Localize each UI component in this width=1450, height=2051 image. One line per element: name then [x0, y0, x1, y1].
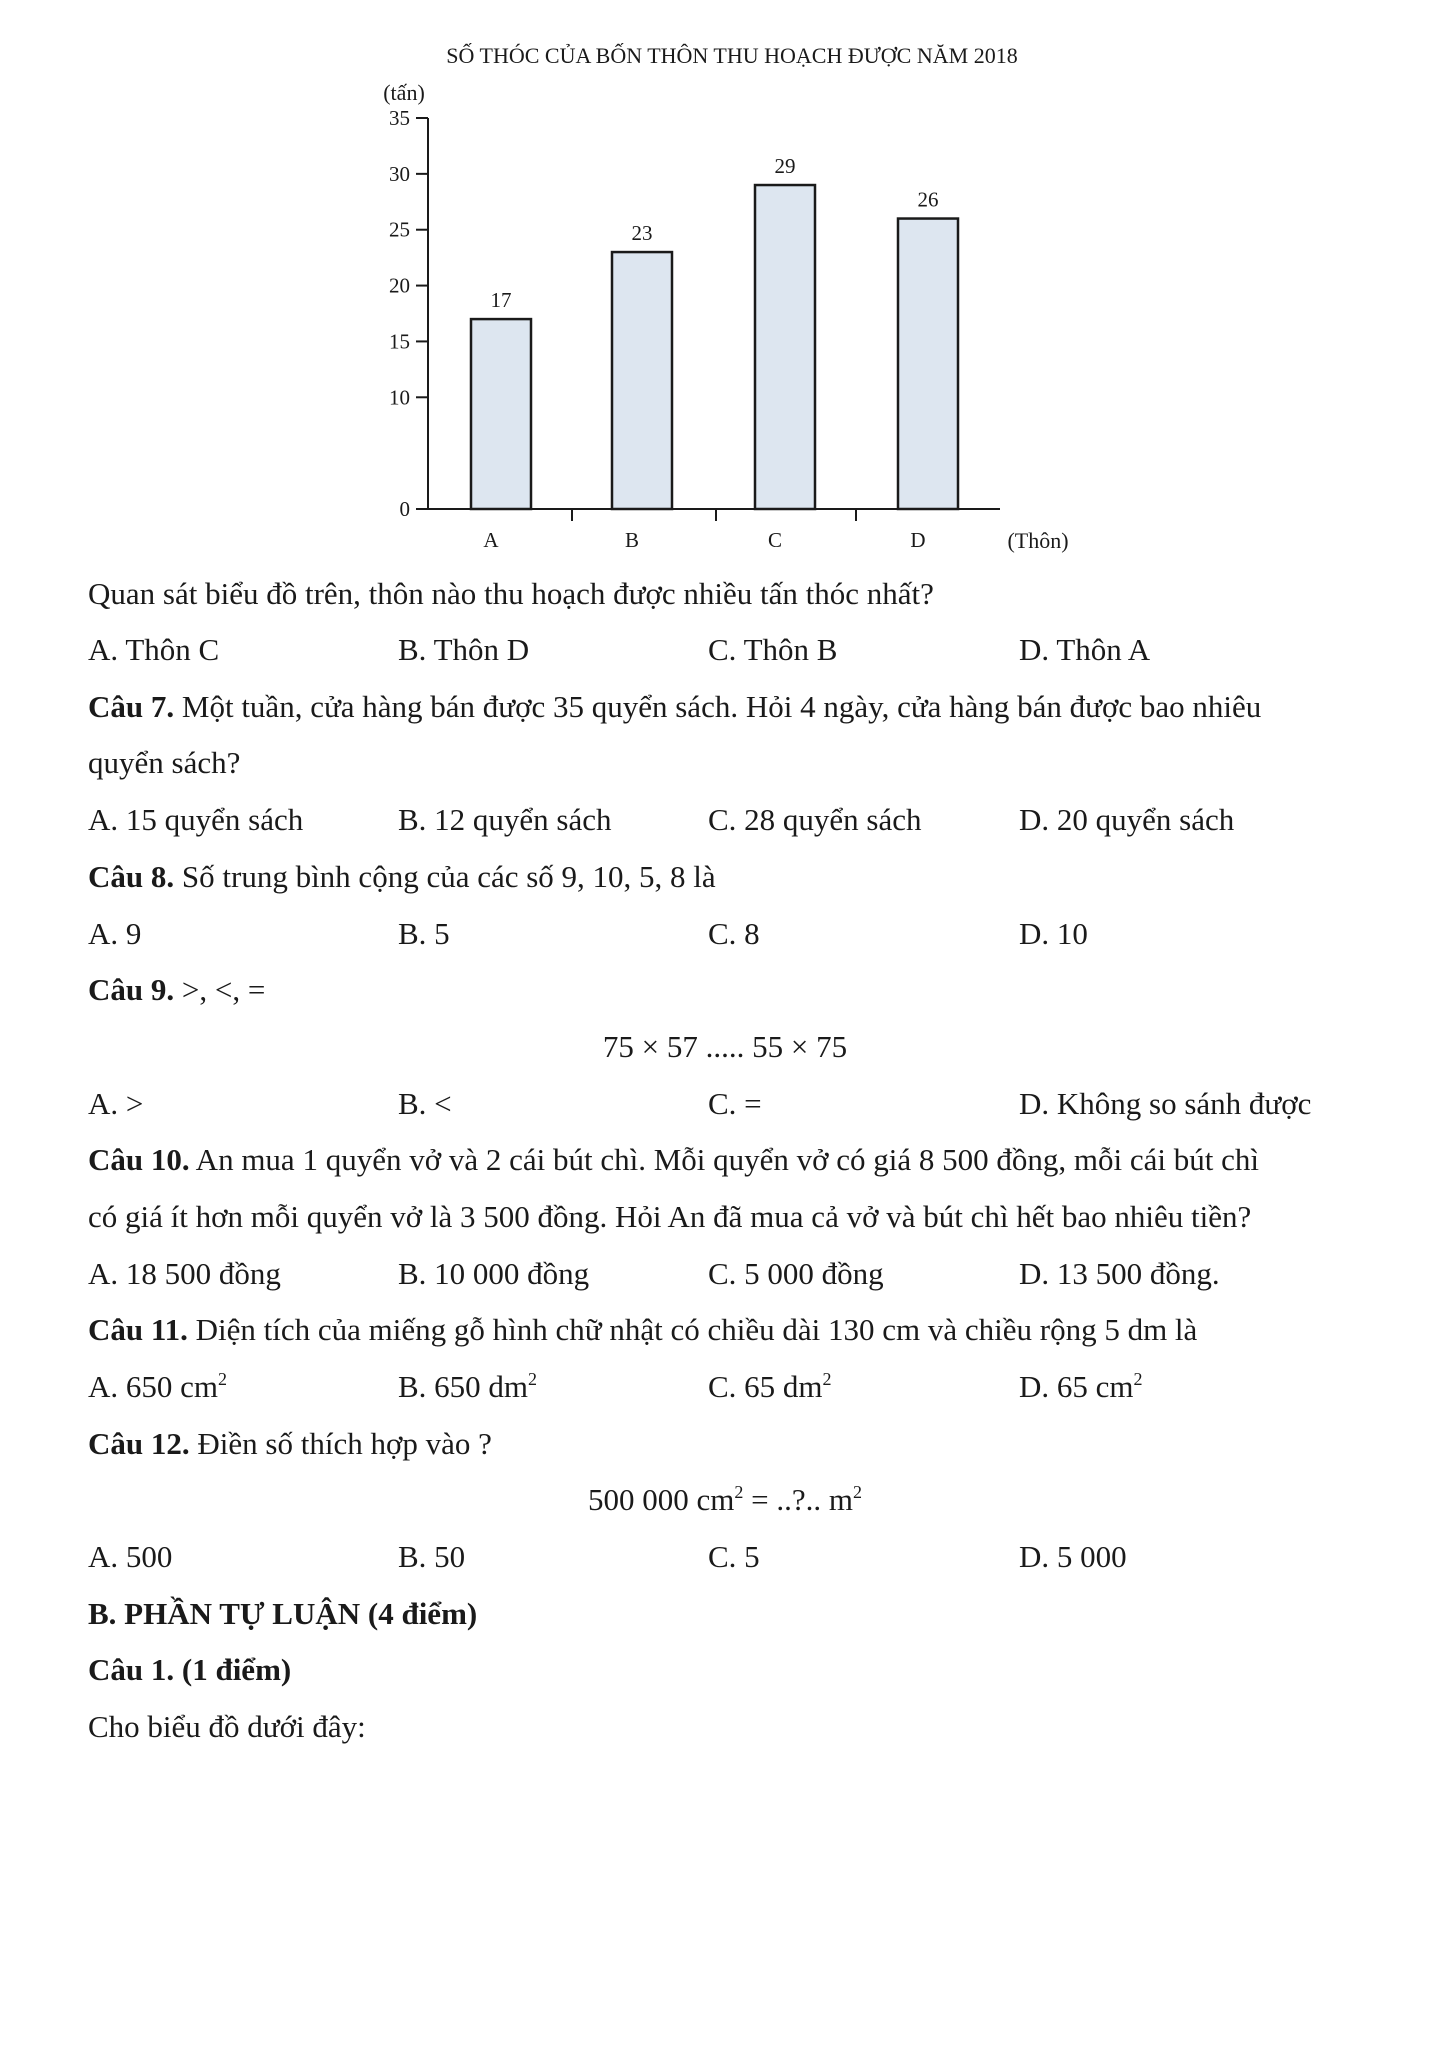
q10-option-a[interactable]: A. 18 500 đồng: [88, 1256, 281, 1291]
q12-option-b[interactable]: B. 50: [398, 1539, 466, 1574]
q6-option-b[interactable]: B. Thôn D: [398, 632, 530, 667]
q10-option-b[interactable]: B. 10 000 đồng: [398, 1256, 590, 1291]
q12-option-c[interactable]: C. 5: [708, 1539, 760, 1574]
chart-title: SỐ THÓC CỦA BỐN THÔN THU HOẠCH ĐƯỢC NĂM 2018: [446, 43, 1018, 68]
q10-label: Câu 10.: [88, 1142, 190, 1177]
q6-option-a[interactable]: A. Thôn C: [88, 632, 220, 667]
q8-option-a[interactable]: A. 9: [88, 916, 142, 951]
q8-text-line: [88, 857, 716, 897]
bar-value-label: 29: [774, 154, 796, 179]
y-tick-label: 0: [399, 497, 410, 521]
q7-option-c[interactable]: C. 28 quyển sách: [708, 802, 922, 837]
q12-text: Điền số thích hợp vào ?: [189, 1426, 492, 1461]
q10-option-c[interactable]: C. 5 000 đồng: [708, 1256, 884, 1291]
q11-option-d[interactable]: D. 65 $cm^2$: [1019, 1369, 1143, 1404]
q8-option-c[interactable]: C. 8: [708, 916, 760, 951]
q9-text: >, <, =: [174, 972, 266, 1007]
bar-value-label: 17: [490, 288, 512, 313]
q9-option-a[interactable]: A. >: [88, 1086, 144, 1121]
q11-text: Diện tích của miếng gỗ hình chữ nhật có chiều dài 130 cm và chiều rộng 5 dm là: [187, 1312, 1198, 1347]
y-tick-label: 25: [389, 217, 410, 242]
q10-text: An mua 1 quyển vở và 2 cái bút chì. Mỗi quyển vở có giá 8 500 đồng, mỗi cái bút chì: [189, 1142, 1260, 1177]
q7-text: Một tuần, cửa hàng bán được 35 quyển sách. Hỏi 4 ngày, cửa hàng bán được bao nhiêu: [174, 689, 1262, 724]
q8-label: Câu 8.: [88, 859, 175, 894]
q9-option-c[interactable]: C. =: [708, 1086, 762, 1121]
x-tick-label: C: [767, 528, 783, 552]
q10-text-line2: có giá ít hơn mỗi quyển vở là 3 500 đồng. Hỏi An đã mua cả vở và bút chì hết bao nhiêu tiền?: [88, 1199, 1252, 1234]
x-axis-label: (Thôn): [1007, 528, 1069, 553]
bar-C: [755, 185, 815, 509]
q11-option-c[interactable]: C. 65 $dm^2$: [708, 1369, 832, 1404]
part-b-question1-label: Câu 1. (1 điểm): [88, 1652, 292, 1687]
q12-text-line: [88, 1424, 492, 1464]
y-tick-label: 15: [389, 329, 410, 354]
q11-option-b[interactable]: B. 650 $dm^2$: [398, 1369, 538, 1404]
q9-label: Câu 9.: [88, 972, 175, 1007]
part-b-question1-text: Cho biểu đồ dưới đây:: [88, 1709, 366, 1744]
q7-option-a[interactable]: A. 15 quyển sách: [88, 802, 304, 837]
bar-chart: [0, 0, 1450, 560]
q11-text-line: [88, 1310, 1197, 1350]
q11-option-a[interactable]: A. 650 $cm^2$: [88, 1369, 228, 1404]
q12-expression: 500 000 $cm^2$ = ..?.. $m^2$: [588, 1482, 862, 1517]
y-tick-label: 20: [389, 273, 410, 298]
bar-D: [898, 219, 958, 509]
q6-question: Quan sát biểu đồ trên, thôn nào thu hoạch được nhiều tấn thóc nhất?: [88, 576, 934, 611]
q12-option-d[interactable]: D. 5 000: [1019, 1539, 1127, 1574]
q9-option-b[interactable]: B. <: [398, 1086, 452, 1121]
y-tick-label: 10: [389, 385, 410, 410]
q8-option-d[interactable]: D. 10: [1019, 916, 1088, 951]
q10-option-d[interactable]: D. 13 500 đồng.: [1019, 1256, 1220, 1291]
x-tick-label: A: [483, 528, 499, 552]
bar-value-label: 23: [631, 221, 653, 246]
x-tick-label: B: [624, 528, 640, 552]
q8-option-b[interactable]: B. 5: [398, 916, 450, 951]
q10-text-line1: [88, 1140, 1259, 1180]
q9-expression: 75 × 57 ..... 55 × 75: [602, 1029, 848, 1064]
bar-A: [471, 319, 531, 509]
q8-text: Số trung bình cộng của các số 9, 10, 5, 8 là: [174, 859, 716, 894]
y-tick-label: 35: [389, 106, 410, 130]
y-tick-label: 30: [389, 161, 410, 186]
q12-label: Câu 12.: [88, 1426, 190, 1461]
bar-B: [612, 252, 672, 509]
q11-label: Câu 11.: [88, 1312, 188, 1347]
q7-text-line1: [88, 687, 1261, 727]
y-axis-label: (tấn): [383, 80, 425, 105]
q6-option-c[interactable]: C. Thôn B: [708, 632, 838, 667]
q12-option-a[interactable]: A. 500: [88, 1539, 173, 1574]
q7-label: Câu 7.: [88, 689, 175, 724]
q7-option-b[interactable]: B. 12 quyển sách: [398, 802, 612, 837]
q7-text-line2: quyển sách?: [88, 745, 241, 780]
bar-value-label: 26: [917, 187, 939, 212]
part-b-heading: B. PHẦN TỰ LUẬN (4 điểm): [88, 1596, 478, 1631]
q9-option-d[interactable]: D. Không so sánh được: [1019, 1086, 1312, 1121]
q6-option-d[interactable]: D. Thôn A: [1019, 632, 1151, 667]
q9-text-line: [88, 970, 265, 1010]
x-tick-label: D: [910, 528, 926, 552]
q7-option-d[interactable]: D. 20 quyển sách: [1019, 802, 1235, 837]
